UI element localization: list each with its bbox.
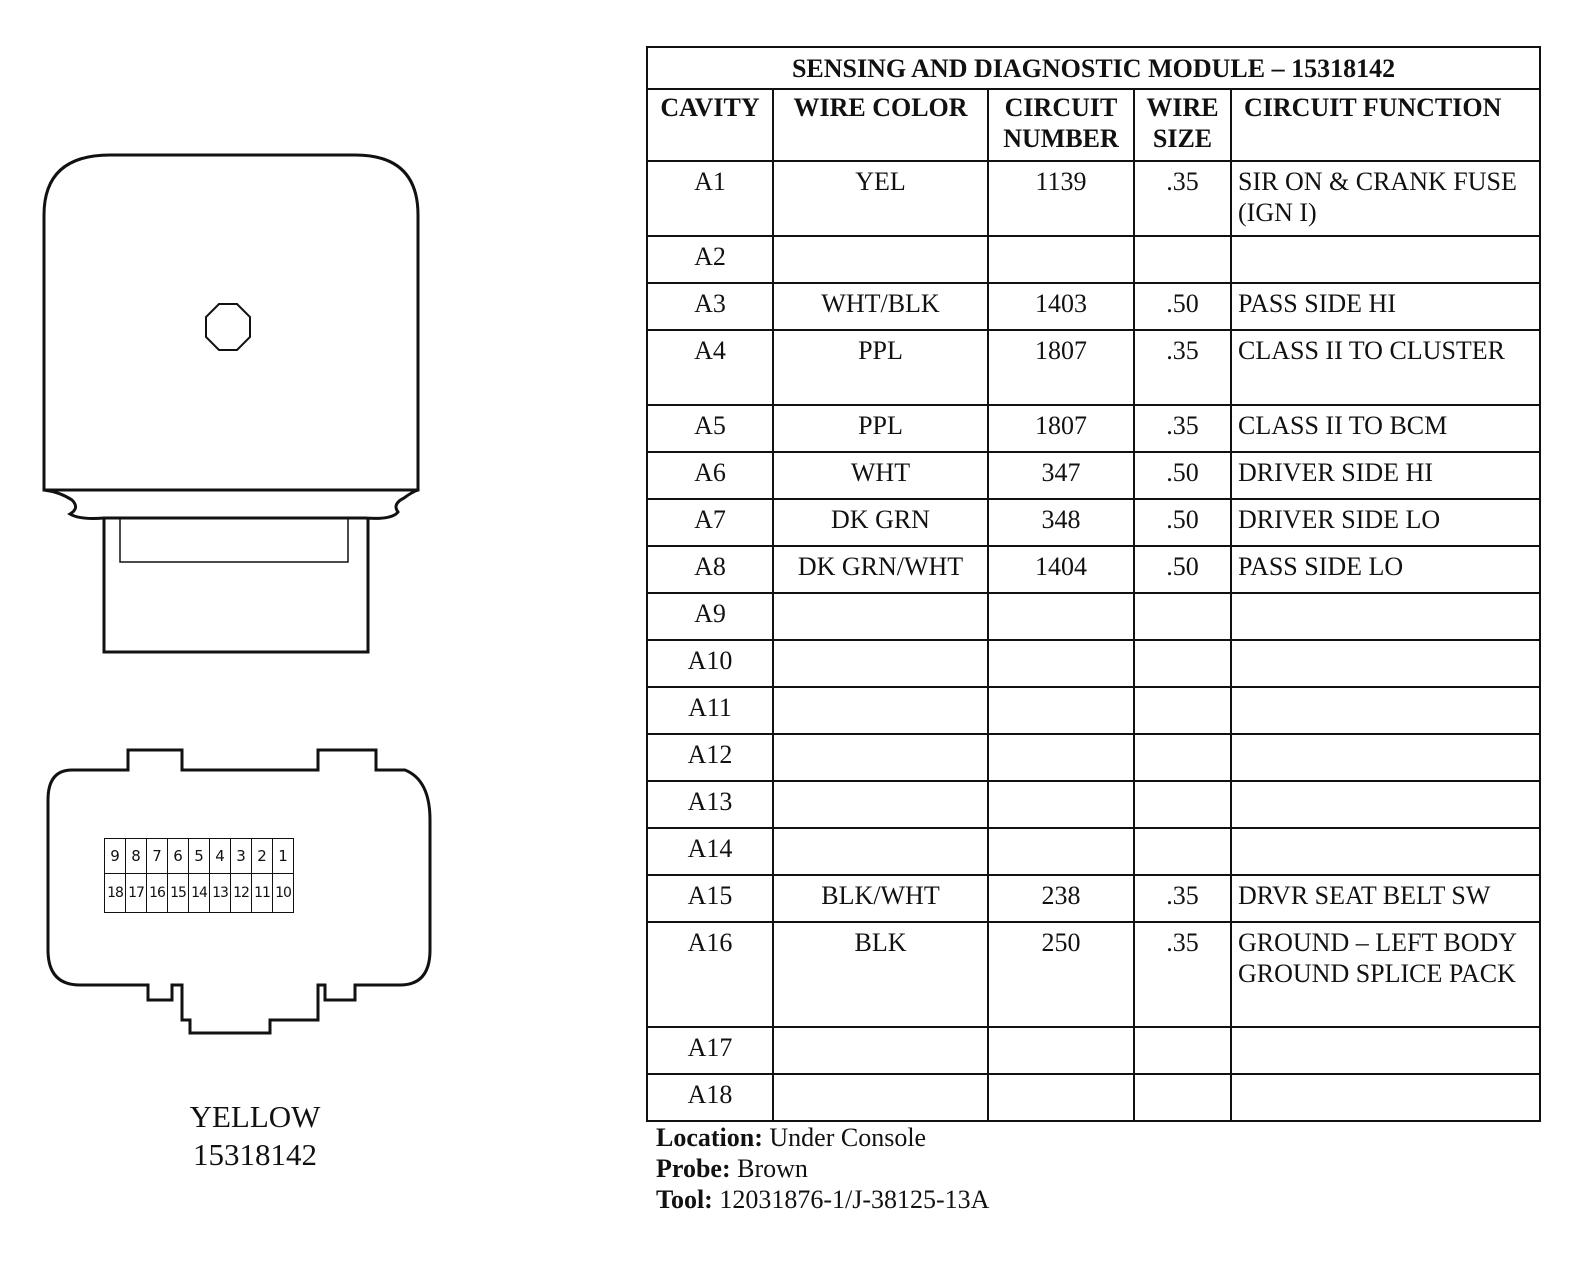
table-row xyxy=(647,781,1540,828)
cell-wire-size: .35 xyxy=(1134,330,1231,405)
cell-wire-color xyxy=(773,593,988,640)
cell-cavity: A16 xyxy=(647,922,773,1027)
cell-cavity: A4 xyxy=(647,330,773,405)
connector-pin-grid xyxy=(104,838,294,913)
cell-wire-color: DK GRN/WHT xyxy=(773,546,988,593)
cell-wire-size: .35 xyxy=(1134,875,1231,922)
pin-10: 10 xyxy=(273,874,294,913)
cell-circuit-number xyxy=(988,828,1134,875)
cell-circuit-function xyxy=(1231,236,1540,283)
location-value: Under Console xyxy=(769,1123,927,1152)
cell-wire-size xyxy=(1134,781,1231,828)
cell-cavity: A7 xyxy=(647,499,773,546)
module-neck xyxy=(104,518,368,652)
module-side-view xyxy=(0,0,640,1280)
cell-wire-size: .35 xyxy=(1134,922,1231,1027)
pin-7: 7 xyxy=(147,839,168,874)
pin-6: 6 xyxy=(168,839,189,874)
cell-circuit-number xyxy=(988,1027,1134,1074)
probe-line xyxy=(656,1153,989,1184)
table-row xyxy=(647,875,1540,922)
header-wire-color: WIRE COLOR xyxy=(773,89,988,161)
table-row xyxy=(647,1027,1540,1074)
cell-wire-color xyxy=(773,1074,988,1121)
pin-1: 1 xyxy=(273,839,294,874)
cell-wire-color: PPL xyxy=(773,330,988,405)
table-row xyxy=(647,828,1540,875)
tool-label: Tool: xyxy=(656,1185,713,1214)
cell-circuit-function: PASS SIDE LO xyxy=(1231,546,1540,593)
cell-circuit-function: DRIVER SIDE LO xyxy=(1231,499,1540,546)
cell-wire-color: WHT xyxy=(773,452,988,499)
table-row xyxy=(647,734,1540,781)
pinout-table xyxy=(646,46,1541,1122)
cell-cavity: A17 xyxy=(647,1027,773,1074)
header-cavity: CAVITY xyxy=(647,89,773,161)
table-row xyxy=(647,593,1540,640)
pin-11: 11 xyxy=(252,874,273,913)
cell-wire-size xyxy=(1134,687,1231,734)
header-wire-size: WIRE SIZE xyxy=(1134,89,1231,161)
pin-2: 2 xyxy=(252,839,273,874)
connector-drawings xyxy=(0,0,640,1280)
cell-circuit-number: 1139 xyxy=(988,161,1134,236)
cell-circuit-function: PASS SIDE HI xyxy=(1231,283,1540,330)
cell-circuit-function: CLASS II TO CLUSTER xyxy=(1231,330,1540,405)
cell-wire-color: YEL xyxy=(773,161,988,236)
tool-value: 12031876-1/J-38125-13A xyxy=(719,1185,990,1214)
cell-circuit-number: 347 xyxy=(988,452,1134,499)
pin-12: 12 xyxy=(231,874,252,913)
cell-cavity: A6 xyxy=(647,452,773,499)
cell-wire-size: .50 xyxy=(1134,546,1231,593)
header-circuit-function: CIRCUIT FUNCTION xyxy=(1231,89,1540,161)
cell-wire-color: BLK xyxy=(773,922,988,1027)
cell-wire-size xyxy=(1134,640,1231,687)
table-row xyxy=(647,499,1540,546)
location-label: Location: xyxy=(656,1123,763,1152)
cell-circuit-function: SIR ON & CRANK FUSE (IGN I) xyxy=(1231,161,1540,236)
table-row xyxy=(647,687,1540,734)
cell-cavity: A14 xyxy=(647,828,773,875)
pin-row-bottom xyxy=(105,874,294,913)
table-row xyxy=(647,283,1540,330)
cell-cavity: A9 xyxy=(647,593,773,640)
connector-notes xyxy=(656,1122,989,1215)
cell-circuit-number xyxy=(988,734,1134,781)
tool-line xyxy=(656,1184,989,1215)
cell-circuit-number xyxy=(988,781,1134,828)
cell-circuit-function xyxy=(1231,828,1540,875)
cell-circuit-function xyxy=(1231,1027,1540,1074)
cell-circuit-number: 238 xyxy=(988,875,1134,922)
table-header-row xyxy=(647,89,1540,161)
cell-circuit-number: 1807 xyxy=(988,405,1134,452)
connector-color-label: YELLOW xyxy=(189,1099,321,1134)
table-row xyxy=(647,922,1540,1027)
cell-cavity: A12 xyxy=(647,734,773,781)
cell-circuit-number: 250 xyxy=(988,922,1134,1027)
cell-wire-color xyxy=(773,236,988,283)
cell-cavity: A15 xyxy=(647,875,773,922)
table-row xyxy=(647,405,1540,452)
cell-circuit-number xyxy=(988,236,1134,283)
cell-wire-size xyxy=(1134,236,1231,283)
cell-circuit-function xyxy=(1231,1074,1540,1121)
module-flange xyxy=(44,490,418,519)
cell-wire-color: WHT/BLK xyxy=(773,283,988,330)
probe-label: Probe: xyxy=(656,1154,731,1183)
cell-circuit-function xyxy=(1231,593,1540,640)
cell-circuit-number: 1403 xyxy=(988,283,1134,330)
cell-cavity: A18 xyxy=(647,1074,773,1121)
table-row xyxy=(647,236,1540,283)
pin-8: 8 xyxy=(126,839,147,874)
location-line xyxy=(656,1122,989,1153)
cell-wire-size xyxy=(1134,1027,1231,1074)
pin-9: 9 xyxy=(105,839,126,874)
cell-circuit-number: 348 xyxy=(988,499,1134,546)
cell-circuit-function: CLASS II TO BCM xyxy=(1231,405,1540,452)
cell-cavity: A3 xyxy=(647,283,773,330)
cell-circuit-function: DRIVER SIDE HI xyxy=(1231,452,1540,499)
cell-cavity: A1 xyxy=(647,161,773,236)
cell-wire-size: .50 xyxy=(1134,499,1231,546)
cell-cavity: A8 xyxy=(647,546,773,593)
cell-cavity: A2 xyxy=(647,236,773,283)
cell-circuit-number xyxy=(988,687,1134,734)
cell-circuit-function: GROUND – LEFT BODY GROUND SPLICE PACK xyxy=(1231,922,1540,1027)
pin-3: 3 xyxy=(231,839,252,874)
pin-13: 13 xyxy=(210,874,231,913)
cell-cavity: A5 xyxy=(647,405,773,452)
cell-wire-size: .35 xyxy=(1134,161,1231,236)
cell-wire-color: DK GRN xyxy=(773,499,988,546)
cell-wire-color xyxy=(773,1027,988,1074)
cell-circuit-function: DRVR SEAT BELT SW xyxy=(1231,875,1540,922)
cell-circuit-function xyxy=(1231,734,1540,781)
connector-part-number: 15318142 xyxy=(193,1137,317,1172)
cell-circuit-function xyxy=(1231,687,1540,734)
cell-cavity: A13 xyxy=(647,781,773,828)
cell-circuit-function xyxy=(1231,781,1540,828)
cell-wire-size xyxy=(1134,734,1231,781)
mounting-hole xyxy=(206,304,250,350)
cell-cavity: A10 xyxy=(647,640,773,687)
cell-wire-size xyxy=(1134,1074,1231,1121)
table-row xyxy=(647,546,1540,593)
probe-value: Brown xyxy=(737,1154,808,1183)
pin-17: 17 xyxy=(126,874,147,913)
cell-wire-color xyxy=(773,734,988,781)
cell-wire-color xyxy=(773,640,988,687)
pin-5: 5 xyxy=(189,839,210,874)
cell-circuit-number xyxy=(988,593,1134,640)
table-row xyxy=(647,640,1540,687)
cell-circuit-function xyxy=(1231,640,1540,687)
table-row xyxy=(647,452,1540,499)
cell-circuit-number xyxy=(988,640,1134,687)
cell-wire-color: BLK/WHT xyxy=(773,875,988,922)
pin-18: 18 xyxy=(105,874,126,913)
cell-wire-color xyxy=(773,828,988,875)
pin-15: 15 xyxy=(168,874,189,913)
cell-circuit-number: 1404 xyxy=(988,546,1134,593)
table-title: SENSING AND DIAGNOSTIC MODULE – 15318142 xyxy=(647,47,1540,89)
table-body xyxy=(647,161,1540,1121)
header-circuit-number: CIRCUIT NUMBER xyxy=(988,89,1134,161)
pin-14: 14 xyxy=(189,874,210,913)
module-body-outline xyxy=(44,155,418,490)
table-row xyxy=(647,330,1540,405)
cell-wire-color: PPL xyxy=(773,405,988,452)
pin-4: 4 xyxy=(210,839,231,874)
cell-wire-color xyxy=(773,687,988,734)
cell-wire-size: .50 xyxy=(1134,283,1231,330)
cell-circuit-number: 1807 xyxy=(988,330,1134,405)
cell-cavity: A11 xyxy=(647,687,773,734)
pin-row-top xyxy=(105,839,294,874)
table-row xyxy=(647,1074,1540,1121)
table-row xyxy=(647,161,1540,236)
cell-circuit-number xyxy=(988,1074,1134,1121)
cell-wire-size: .50 xyxy=(1134,452,1231,499)
cell-wire-size xyxy=(1134,593,1231,640)
cell-wire-color xyxy=(773,781,988,828)
cell-wire-size: .35 xyxy=(1134,405,1231,452)
pin-16: 16 xyxy=(147,874,168,913)
cell-wire-size xyxy=(1134,828,1231,875)
module-neck-inner xyxy=(120,518,348,562)
